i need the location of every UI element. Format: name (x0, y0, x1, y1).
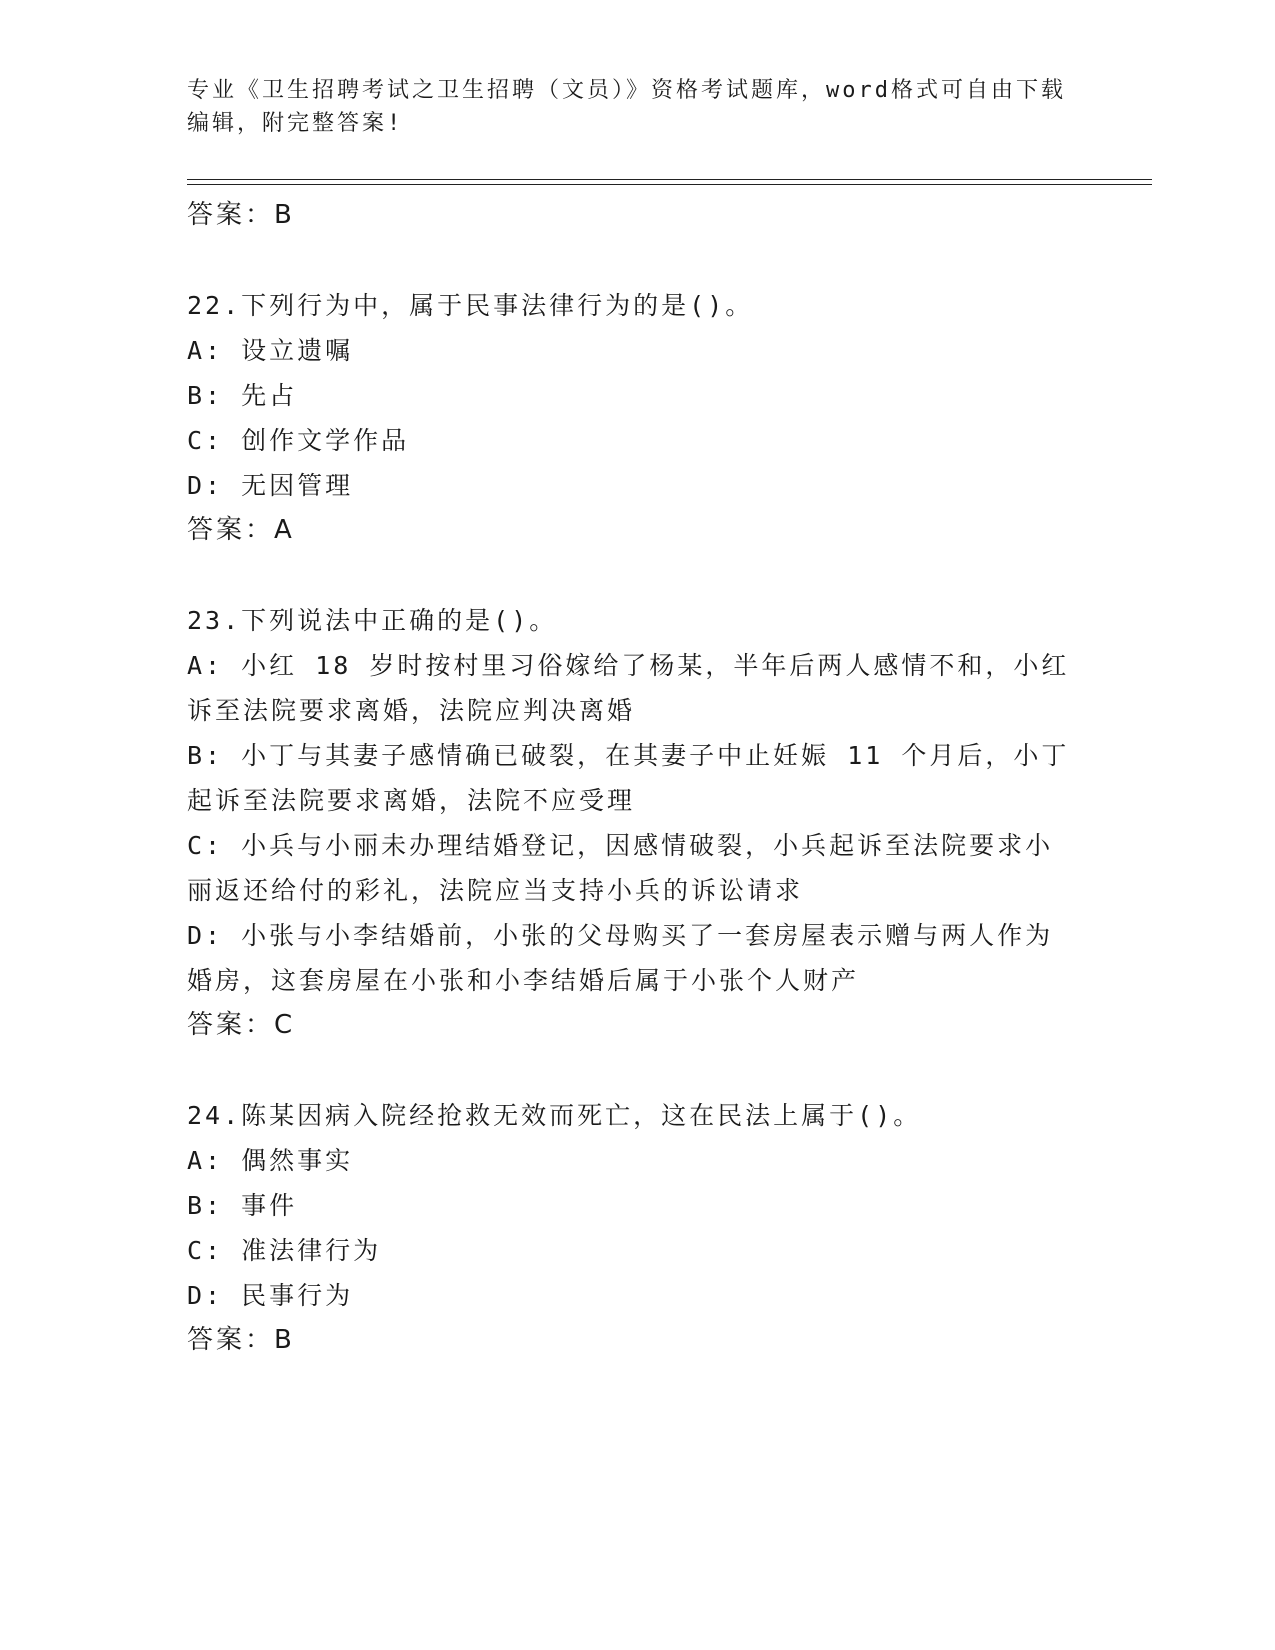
option-d: D: 无因管理 (187, 471, 354, 500)
document-header (187, 74, 1087, 140)
option-a: A: 偶然事实 (187, 1146, 354, 1175)
answer-label: 答案：A (187, 515, 295, 545)
option-b: B: 先占 (187, 381, 298, 410)
header-divider-top (187, 179, 1152, 180)
option-a: A: 设立遗嘱 (187, 336, 354, 365)
answer-label: 答案：C (187, 1010, 296, 1040)
header-line-1: 专业《卫生招聘考试之卫生招聘（文员）》资格考试题库，word格式可自由下载 (187, 78, 1066, 103)
option-b: B: 小丁与其妻子感情确已破裂，在其妻子中止妊娠 11 个月后，小丁 (187, 741, 1070, 770)
option-b: B: 事件 (187, 1191, 298, 1220)
option-d: D: 小张与小李结婚前，小张的父母购买了一套房屋表示赠与两人作为 (187, 921, 1054, 950)
question-stem: 22.下列行为中，属于民事法律行为的是()。 (187, 291, 754, 320)
option-c: C: 准法律行为 (187, 1236, 382, 1265)
header-line-2: 编辑，附完整答案! (187, 111, 404, 136)
option-b-continued: 起诉至法院要求离婚，法院不应受理 (187, 786, 636, 815)
question-list (187, 193, 1087, 1363)
option-c-continued: 丽返还给付的彩礼，法院应当支持小兵的诉讼请求 (187, 876, 804, 905)
option-a: A: 小红 18 岁时按村里习俗嫁给了杨某，半年后两人感情不和，小红 (187, 651, 1070, 680)
answer-label: 答案：B (187, 1325, 295, 1355)
question-24 (187, 1093, 1087, 1363)
header-divider-bottom (187, 184, 1152, 185)
option-d-continued: 婚房，这套房屋在小张和小李结婚后属于小张个人财产 (187, 966, 860, 995)
question-23 (187, 598, 1087, 1048)
question-stem: 23.下列说法中正确的是()。 (187, 606, 558, 635)
question-stem: 24.陈某因病入院经抢救无效而死亡，这在民法上属于()。 (187, 1101, 922, 1130)
answer-label: 答案：B (187, 200, 295, 230)
option-a-continued: 诉至法院要求离婚，法院应判决离婚 (187, 696, 636, 725)
question-22 (187, 283, 1087, 553)
option-c: C: 创作文学作品 (187, 426, 410, 455)
option-d: D: 民事行为 (187, 1281, 354, 1310)
option-c: C: 小兵与小丽未办理结婚登记，因感情破裂，小兵起诉至法院要求小 (187, 831, 1054, 860)
